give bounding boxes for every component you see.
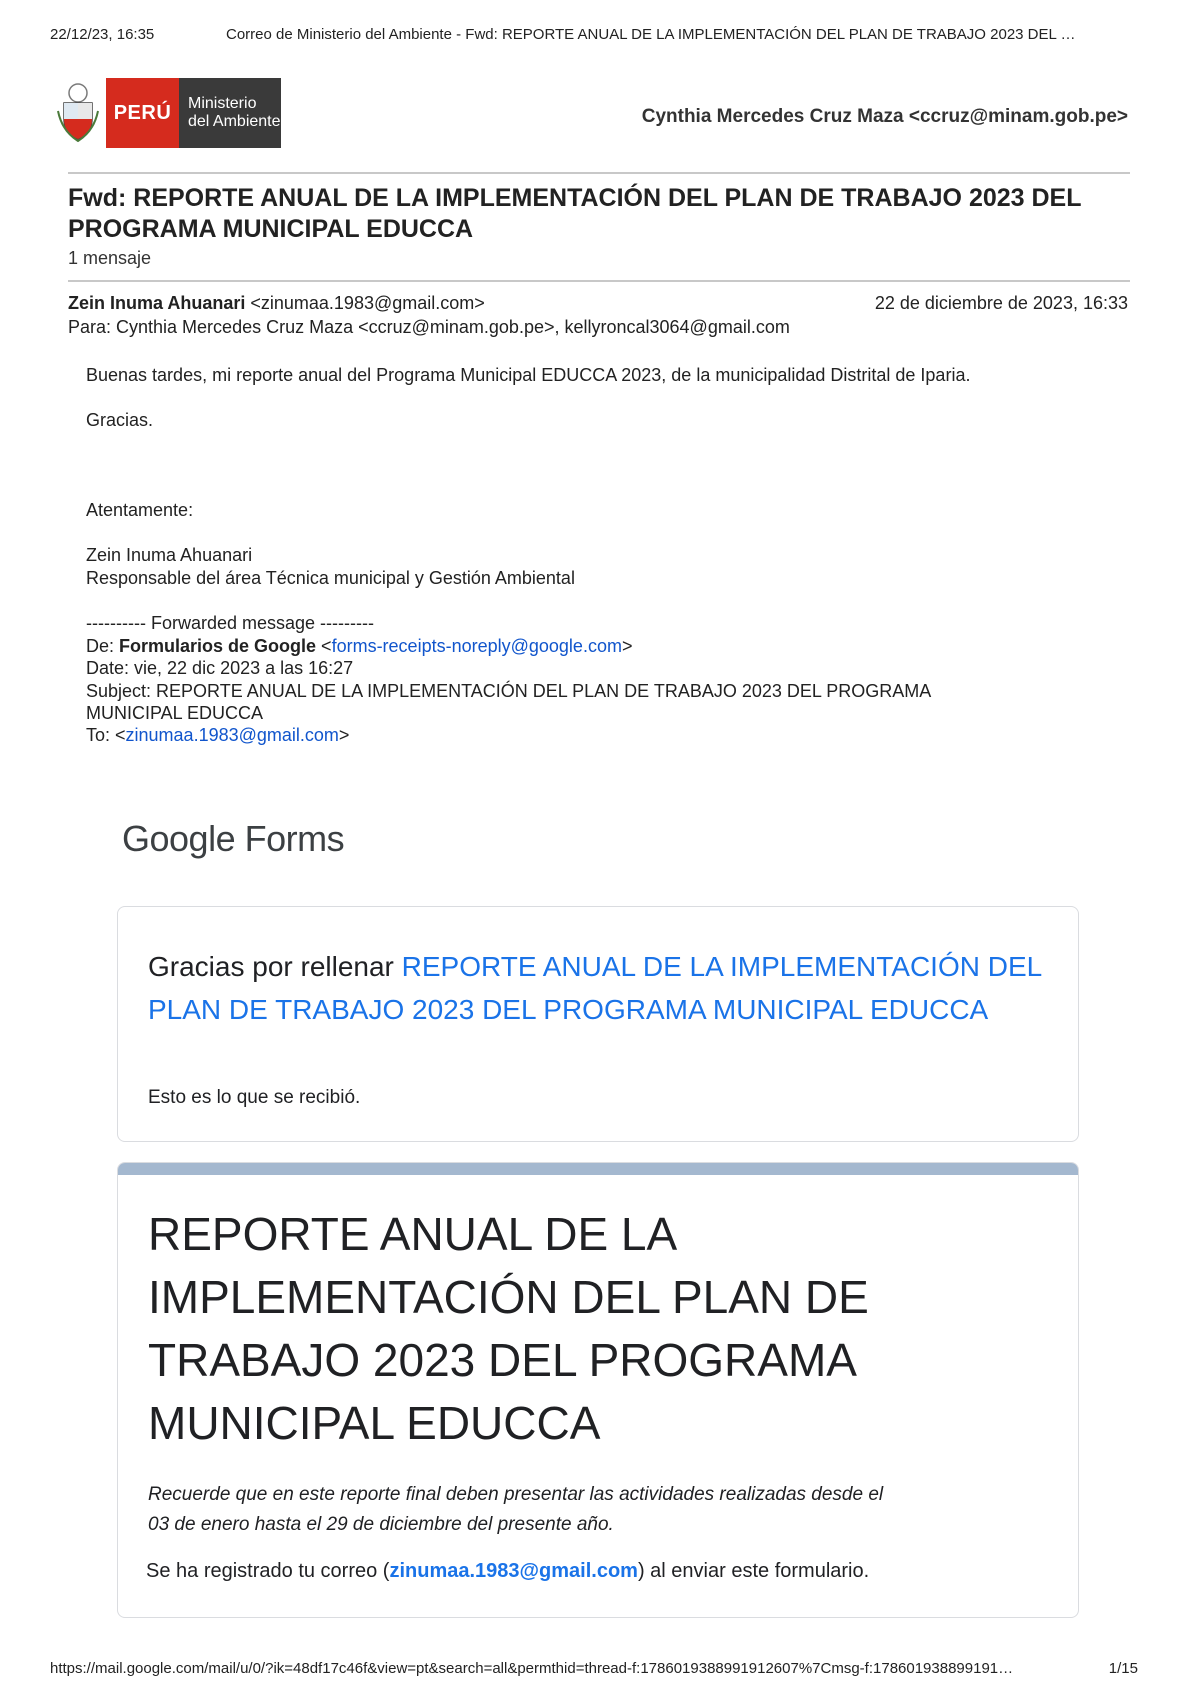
sender-name: Zein Inuma Ahuanari [68, 293, 246, 313]
forward-to-prefix: To: < [86, 725, 126, 745]
forms-wordmark: Forms [235, 818, 345, 859]
confirmation-prefix: Gracias por rellenar [148, 951, 402, 982]
thread-subject: Fwd: REPORTE ANUAL DE LA IMPLEMENTACIÓN DEL PLAN DE TRABAJO 2023 DEL PROGRAMA MUNICIPAL EDUCCA [68, 184, 1082, 243]
print-url: https://mail.google.com/mail/u/0/?ik=48df17c46f&view=pt&search=all&permthid=thread-f:1786019388991912607%7Cmsg-f:178601938899191… [50, 1660, 1014, 1677]
sender-email: <zinumaa.1983@gmail.com> [250, 293, 485, 313]
received-note: Esto es lo que se recibió. [148, 1087, 361, 1108]
form-link[interactable]: REPORTE ANUAL DE LA IMPLEMENTACIÓN DEL PLAN DE TRABAJO 2023 DEL PROGRAMA MUNICIPAL EDUCCA [148, 951, 1042, 1025]
google-forms-logo [122, 818, 344, 860]
forward-from-email-link[interactable]: forms-receipts-noreply@google.com [331, 636, 622, 656]
form-description: Recuerde que en este reporte final deben presentar las actividades realizadas desde el 03 de enero hasta el 29 de diciembre del presente año. [148, 1484, 884, 1535]
forward-from: De: Formularios de Google <forms-receipts-noreply@google.com> [86, 636, 633, 656]
confirmation-text [148, 945, 1048, 1031]
forward-subject-line-1: Subject: REPORTE ANUAL DE LA IMPLEMENTACIÓN DEL PLAN DE TRABAJO 2023 DEL PROGRAMA [86, 681, 932, 701]
body-closing: Atentamente: [86, 500, 194, 520]
form-title: REPORTE ANUAL DE LA IMPLEMENTACIÓN DEL PLAN DE TRABAJO 2023 DEL PROGRAMA MUNICIPAL EDUCCA [148, 1208, 869, 1449]
peru-label: PERÚ [106, 78, 179, 148]
page-number: 1/15 [1108, 1660, 1138, 1677]
forward-date: Date: vie, 22 dic 2023 a las 16:27 [86, 658, 354, 678]
forward-to [86, 724, 349, 746]
email-recorded-note [146, 1560, 869, 1583]
body-greeting: Buenas tardes, mi reporte anual del Programa Municipal EDUCCA 2023, de la municipalidad Distrital de Iparia. [86, 365, 971, 385]
print-datetime: 22/12/23, 16:35 [50, 26, 155, 43]
ministry-logo[interactable] [56, 78, 281, 148]
email-note-prefix: Se ha registrado tu correo ( [146, 1560, 390, 1582]
ministry-line-2: del Ambiente [188, 113, 281, 130]
signature-name: Zein Inuma Ahuanari [86, 545, 253, 565]
signature-role: Responsable del área Técnica municipal y Gestión Ambiental [86, 568, 575, 588]
print-page-title: Correo de Ministerio del Ambiente - Fwd: REPORTE ANUAL DE LA IMPLEMENTACIÓN DEL PLAN DE TRABAJO 2023 DEL … [226, 26, 1076, 43]
forward-to-suffix: > [338, 725, 350, 745]
divider [68, 172, 1130, 174]
message-date: 22 de diciembre de 2023, 16:33 [874, 293, 1128, 313]
message-count: 1 mensaje [68, 248, 152, 268]
recipients-line: Para: Cynthia Mercedes Cruz Maza <ccruz@minam.gob.pe>, kellyroncal3064@gmail.com [68, 317, 790, 337]
forward-subject-line-2: MUNICIPAL EDUCCA [86, 703, 264, 723]
email-note-suffix: ) al enviar este formulario. [637, 1560, 870, 1582]
coat-of-arms-icon [56, 81, 100, 145]
recorded-email: zinumaa.1983@gmail.com [389, 1560, 638, 1582]
ministry-line-1: Ministerio [188, 95, 257, 112]
forward-divider: ---------- Forwarded message --------- [86, 613, 374, 633]
body-thanks: Gracias. [86, 410, 154, 430]
confirmation-card [117, 906, 1079, 1142]
form-header-card [117, 1162, 1079, 1618]
form-accent-bar [118, 1163, 1078, 1175]
ministry-label [179, 78, 281, 148]
forward-from-name: Formularios de Google [119, 636, 317, 656]
google-wordmark: Google [122, 818, 236, 859]
divider [68, 280, 1130, 282]
forward-from-prefix: De: [86, 636, 120, 656]
forward-to-email-link[interactable]: zinumaa.1983@gmail.com [125, 725, 339, 745]
sender-line [68, 293, 485, 314]
account-identity: Cynthia Mercedes Cruz Maza <ccruz@minam.gob.pe> [641, 106, 1128, 127]
